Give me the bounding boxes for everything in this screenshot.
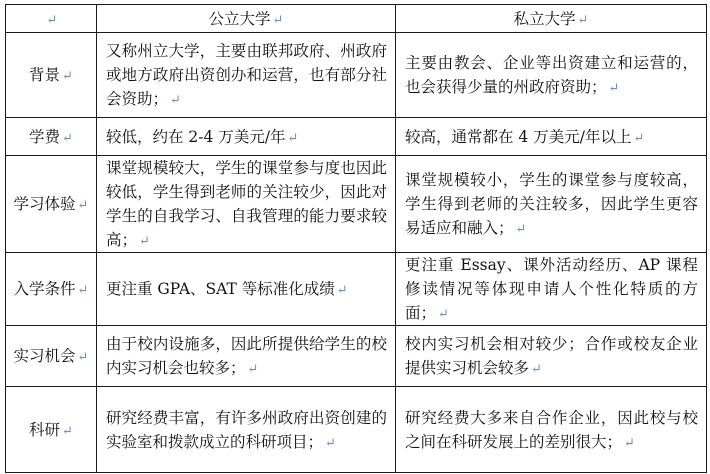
public-text: 较低，约在 2-4 万美元/年 (106, 127, 286, 146)
return-mark-icon: ↵ (247, 362, 259, 377)
private-cell (396, 33, 707, 118)
public-text: 由于校内设施多，因此所提供给学生的校内实习机会也较多； (106, 335, 387, 377)
private-cell (396, 253, 707, 326)
table-row (6, 253, 707, 326)
table-row (6, 33, 707, 118)
row-label: 入学条件 (13, 280, 76, 298)
return-mark-icon: ↵ (336, 283, 348, 298)
header-private-label: 私立大学 (513, 9, 576, 28)
return-mark-icon: ↵ (46, 12, 58, 28)
public-text: 研究经费丰富，有许多州政府出资创建的实验室和拨款成立的科研项目； (106, 408, 387, 451)
row-label: 学习体验 (13, 195, 76, 213)
return-mark-icon: ↵ (633, 130, 645, 146)
return-mark-icon: ↵ (139, 234, 150, 249)
header-corner-cell (6, 5, 97, 33)
return-mark-icon: ↵ (272, 12, 284, 28)
header-public-label: 公立大学 (208, 9, 271, 28)
row-label-cell (6, 326, 97, 387)
private-text: 较高，通常都在 4 万美元/年以上 (405, 127, 632, 146)
return-mark-icon: ↵ (287, 130, 299, 146)
return-mark-icon: ↵ (325, 435, 336, 451)
table-header-row (6, 5, 707, 33)
return-mark-icon: ↵ (77, 350, 89, 365)
return-mark-icon: ↵ (77, 283, 89, 298)
table-row (6, 387, 707, 473)
row-label-cell (6, 253, 97, 326)
row-label-cell (6, 387, 97, 473)
private-text: 更注重 Essay、课外活动经历、AP 课程修读情况等体现申请人个性化特质的方面； (405, 256, 698, 322)
return-mark-icon: ↵ (62, 130, 73, 146)
public-cell (97, 326, 396, 387)
header-public-cell (97, 5, 396, 33)
return-mark-icon: ↵ (438, 307, 449, 322)
private-text: 研究经费大多来自合作企业，因此校与校之间在科研发展上的差别很大； (405, 408, 698, 451)
return-mark-icon: ↵ (608, 81, 620, 96)
return-mark-icon: ↵ (624, 435, 635, 451)
private-cell (396, 387, 707, 473)
row-label-cell (6, 118, 97, 156)
private-cell (396, 326, 707, 387)
header-private-cell (396, 5, 707, 33)
private-text: 校内实习机会相对较少；合作或校友企业提供实习机会较多 (405, 335, 698, 377)
row-label: 科研 (29, 420, 61, 439)
row-label: 背景 (29, 66, 61, 84)
return-mark-icon: ↵ (62, 423, 73, 439)
return-mark-icon: ↵ (62, 69, 73, 84)
row-label-cell (6, 33, 97, 118)
return-mark-icon: ↵ (515, 222, 527, 237)
row-label-cell (6, 156, 97, 253)
public-cell (97, 156, 396, 253)
table-row (6, 326, 707, 387)
private-text: 课堂规模较小，学生的课堂参与度较高，学生得到老师的关注较多，因此学生更容易适应和融入； (405, 171, 698, 237)
return-mark-icon: ↵ (531, 362, 542, 377)
return-mark-icon: ↵ (170, 93, 181, 108)
table-row (6, 118, 707, 156)
private-cell (396, 156, 707, 253)
return-mark-icon: ↵ (577, 12, 589, 28)
return-mark-icon: ↵ (77, 198, 89, 213)
public-cell (97, 33, 396, 118)
comparison-table (5, 4, 707, 473)
row-label: 学费 (29, 127, 61, 146)
public-cell (97, 387, 396, 473)
public-text: 更注重 GPA、SAT 等标准化成绩 (106, 280, 335, 298)
public-cell (97, 253, 396, 326)
public-cell (97, 118, 396, 156)
public-text: 又称州立大学，主要由联邦政府、州政府或地方政府出资创办和运营，也有部分社会资助； (106, 42, 387, 108)
public-text: 课堂规模较大，学生的课堂参与度也因此较低，学生得到老师的关注较少，因此对学生的自我学习、自我管理的能力要求较高； (106, 159, 387, 249)
private-text: 主要由教会、企业等出资建立和运营的，也会获得少量的州政府资助； (405, 54, 698, 96)
private-cell (396, 118, 707, 156)
row-label: 实习机会 (13, 347, 76, 365)
table-row (6, 156, 707, 253)
